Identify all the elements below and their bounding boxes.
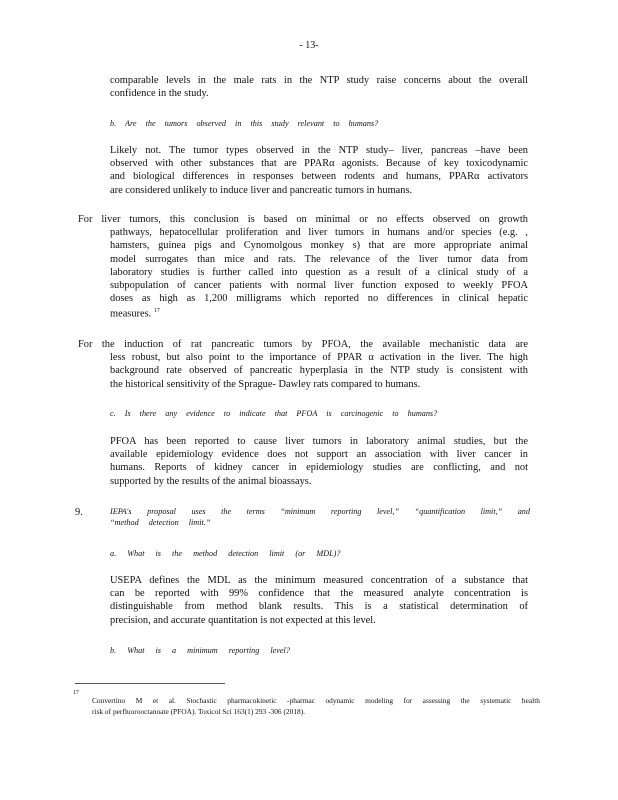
- text-line: supported by the results of the animal bioassays.: [110, 475, 312, 487]
- text-line: For the induction of rat pancreatic tumors by PFOA, the available mechanistic data are: [78, 339, 528, 350]
- likely-not-paragraph: [110, 144, 528, 197]
- usepa-mdl-paragraph: [110, 574, 528, 627]
- item-9-text: [110, 506, 530, 528]
- text-line: background rate observed of pancreatic hyperplasia in the NTP study is consistent with: [110, 365, 528, 377]
- text-line: USEPA defines the MDL as the minimum measured concentration of a substance that: [110, 575, 528, 586]
- text-line: pathways, hepatocellular proliferation and liver tumors in humans and/or species (e.g. ,: [110, 227, 528, 239]
- pancreatic-tumors-paragraph: [78, 338, 528, 391]
- text-line: distinguishable from method blank results. This is a statistical determination of: [110, 601, 528, 613]
- question-b-relevance: b. Are the tumors observed in this study relevant to humans?: [110, 119, 379, 128]
- text-line: can be reported with 99% confidence that the measured analyte concentration is: [110, 588, 528, 600]
- text-line: measures.: [110, 308, 152, 320]
- text-line: doses as high as 1,200 milligrams which reported no differences in clinical hepatic: [110, 293, 528, 305]
- question-b-mrl: b. What is a minimum reporting level?: [110, 646, 290, 655]
- text-line: For liver tumors, this conclusion is based on minimal or no effects observed on growth: [78, 214, 528, 225]
- text-line: IEPA's proposal uses the terms “minimum reporting level,” “quantification limit,” and: [110, 507, 530, 516]
- footnote-number: 17: [73, 690, 79, 696]
- text-line: less robust, but also point to the importance of PPAR α activation in the liver. The high: [110, 352, 528, 364]
- text-line: humans. Reports of kidney cancer in epidemiology studies are conflicting, and not: [110, 462, 528, 474]
- text-line: are considered unlikely to induce liver and pancreatic tumors in humans.: [110, 184, 413, 196]
- footnote-divider: [75, 683, 225, 684]
- text-line: Likely not. The tumor types observed in the NTP study– liver, pancreas –have been: [110, 145, 528, 156]
- text-line: Convertino M et al. Stochastic pharmacokinetic -pharmac odynamic modeling for assessing the systematic health: [92, 696, 540, 705]
- text-line: laboratory studies is further called into question as a result of a clinical study of a: [110, 266, 528, 278]
- text-line: “method detection limit.”: [110, 518, 211, 527]
- text-line: PFOA has been reported to cause liver tumors in laboratory animal studies, but the: [110, 436, 528, 447]
- text-line: available epidemiology evidence does not support an association with liver cancer in: [110, 449, 528, 461]
- liver-tumors-paragraph: [78, 213, 528, 321]
- footnote-reference: 17: [153, 308, 160, 315]
- text-line: comparable levels in the male rats in the NTP study raise concerns about the overall: [110, 75, 528, 86]
- footnote: [92, 696, 540, 718]
- intro-paragraph: [110, 74, 528, 100]
- pfoa-evidence-paragraph: [110, 435, 528, 488]
- text-line: precision, and accurate quantitation is not expected at this level.: [110, 614, 376, 626]
- text-line: and biological differences in responses between rodents and humans, PPARα activators: [110, 171, 528, 183]
- text-line: model surrogates than mice and rats. The relevance of the liver tumor data from: [110, 253, 528, 265]
- text-line: hamsters, guinea pigs and Cynomolgous monkey s) that are more appropriate animal: [110, 240, 528, 252]
- item-number: 9.: [75, 507, 83, 518]
- text-line: observed with other substances that are PPARα agonists. Because of key toxicodynamic: [110, 158, 528, 170]
- text-line: confidence in the study.: [110, 88, 209, 100]
- question-c-carcinogenic: c. Is there any evidence to indicate that PFOA is carcinogenic to humans?: [110, 409, 438, 418]
- text-line: the historical sensitivity of the Sprague- Dawley rats compared to humans.: [110, 378, 421, 390]
- text-line: risk of perfluorooctanoate (PFOA). Toxicol Sci 163(1) 293 -306 (2018).: [92, 706, 306, 716]
- text-line-with-footnote: [110, 305, 528, 321]
- page-number: - 13-: [299, 40, 319, 51]
- question-a-mdl: a. What is the method detection limit (or MDL)?: [110, 549, 341, 558]
- text-line: subpopulation of cancer patients with normal liver function exposed to weekly PFOA: [110, 280, 528, 292]
